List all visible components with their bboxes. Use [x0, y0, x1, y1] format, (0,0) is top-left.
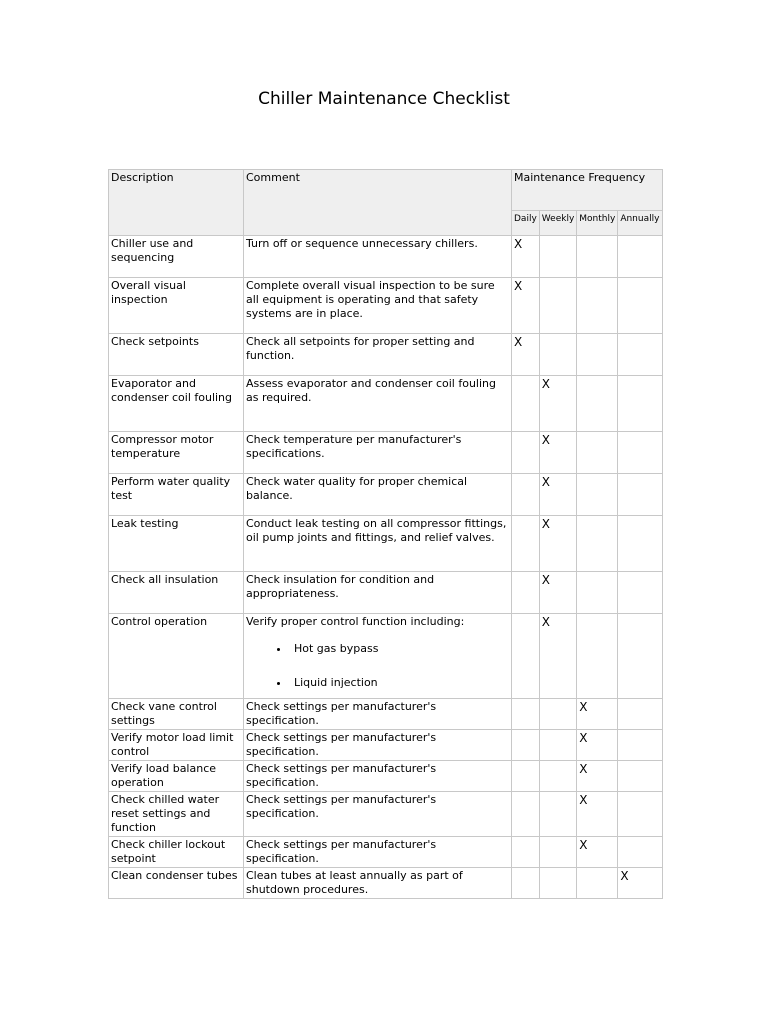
frequency-weekly-cell [539, 699, 576, 730]
row-description: Check vane control settings [109, 699, 244, 730]
page-title: Chiller Maintenance Checklist [258, 89, 510, 109]
frequency-weekly-cell [539, 761, 576, 792]
row-description: Perform water quality test [109, 474, 244, 516]
frequency-daily-cell [512, 699, 540, 730]
frequency-annually-cell [618, 516, 663, 572]
frequency-daily-cell [512, 614, 540, 699]
header-maintenance-frequency: Maintenance Frequency [512, 170, 663, 211]
frequency-monthly-cell [577, 730, 618, 761]
frequency-mark: X [541, 615, 551, 629]
row-comment-cell [244, 432, 512, 474]
frequency-weekly-cell [539, 334, 576, 376]
table-row [109, 572, 663, 614]
row-comment: Assess evaporator and condenser coil fouling as required. [246, 377, 496, 404]
table-row [109, 236, 663, 278]
frequency-monthly-cell [577, 837, 618, 868]
frequency-weekly-cell [539, 868, 576, 899]
frequency-weekly-cell [539, 572, 576, 614]
frequency-monthly-cell [577, 376, 618, 432]
row-comment-cell [244, 837, 512, 868]
frequency-mark: X [541, 517, 551, 531]
frequency-monthly-cell [577, 614, 618, 699]
frequency-weekly-cell [539, 432, 576, 474]
table-row [109, 516, 663, 572]
frequency-weekly-cell [539, 236, 576, 278]
header-daily: Daily [512, 211, 540, 236]
row-comment-cell [244, 278, 512, 334]
frequency-annually-cell [618, 761, 663, 792]
frequency-monthly-cell [577, 516, 618, 572]
frequency-annually-cell [618, 278, 663, 334]
row-description: Chiller use and sequencing [109, 236, 244, 278]
frequency-mark: X [579, 793, 588, 807]
frequency-monthly-cell [577, 868, 618, 899]
frequency-annually-cell [618, 699, 663, 730]
row-comment: Verify proper control function including: [246, 615, 465, 628]
row-comment: Check settings per manufacturer's specification. [246, 700, 437, 727]
frequency-daily-cell [512, 236, 540, 278]
table-row [109, 376, 663, 432]
frequency-daily-cell [512, 474, 540, 516]
header-monthly: Monthly [577, 211, 618, 236]
frequency-weekly-cell [539, 474, 576, 516]
row-comment: Check temperature per manufacturer's specifications. [246, 433, 462, 460]
frequency-mark: X [514, 335, 523, 349]
bullet-item: • Hot gas bypass [290, 642, 509, 656]
row-comment: Check settings per manufacturer's specification. [246, 731, 437, 758]
frequency-daily-cell [512, 278, 540, 334]
maintenance-checklist-table [108, 169, 663, 899]
row-description: Check chiller lockout setpoint [109, 837, 244, 868]
table-row [109, 334, 663, 376]
frequency-monthly-cell [577, 278, 618, 334]
row-description: Verify motor load limit control [109, 730, 244, 761]
table-row [109, 614, 663, 699]
row-description: Control operation [109, 614, 244, 699]
frequency-monthly-cell [577, 792, 618, 837]
frequency-weekly-cell [539, 376, 576, 432]
frequency-annually-cell [618, 868, 663, 899]
row-comment: Turn off or sequence unnecessary chillers. [246, 237, 478, 250]
frequency-mark: X [541, 573, 551, 587]
table-row [109, 730, 663, 761]
row-description: Check all insulation [109, 572, 244, 614]
frequency-daily-cell [512, 730, 540, 761]
frequency-mark: X [579, 762, 588, 776]
frequency-monthly-cell [577, 334, 618, 376]
frequency-daily-cell [512, 761, 540, 792]
frequency-annually-cell [618, 730, 663, 761]
frequency-mark: X [579, 700, 588, 714]
row-comment-cell [244, 699, 512, 730]
frequency-daily-cell [512, 837, 540, 868]
header-annually: Annually [618, 211, 663, 236]
row-description: Check setpoints [109, 334, 244, 376]
frequency-daily-cell [512, 432, 540, 474]
row-description: Overall visual inspection [109, 278, 244, 334]
frequency-annually-cell [618, 614, 663, 699]
row-comment: Check insulation for condition and appropriateness. [246, 573, 435, 600]
frequency-mark: X [579, 838, 588, 852]
row-comment: Clean tubes at least annually as part of shutdown procedures. [246, 869, 463, 896]
row-description: Leak testing [109, 516, 244, 572]
frequency-mark: X [514, 237, 523, 251]
row-comment-cell [244, 761, 512, 792]
checklist-body [109, 236, 663, 899]
row-comment: Conduct leak testing on all compressor fittings, oil pump joints and fittings, and relief valves. [246, 517, 507, 544]
row-comment: Check settings per manufacturer's specification. [246, 762, 437, 789]
header-description: Description [109, 170, 244, 236]
table-row [109, 278, 663, 334]
comment-bullet-list [246, 642, 509, 690]
frequency-weekly-cell [539, 278, 576, 334]
row-comment-cell [244, 792, 512, 837]
frequency-monthly-cell [577, 699, 618, 730]
frequency-mark: X [541, 377, 551, 391]
frequency-mark: X [514, 279, 523, 293]
table-row [109, 432, 663, 474]
frequency-annually-cell [618, 572, 663, 614]
frequency-mark: X [579, 731, 588, 745]
row-comment-cell [244, 730, 512, 761]
row-description: Evaporator and condenser coil fouling [109, 376, 244, 432]
frequency-mark: X [541, 475, 551, 489]
frequency-annually-cell [618, 792, 663, 837]
frequency-annually-cell [618, 432, 663, 474]
table-row [109, 699, 663, 730]
frequency-monthly-cell [577, 474, 618, 516]
frequency-monthly-cell [577, 761, 618, 792]
frequency-daily-cell [512, 376, 540, 432]
row-comment-cell [244, 572, 512, 614]
table-row [109, 474, 663, 516]
row-comment-cell [244, 334, 512, 376]
frequency-annually-cell [618, 334, 663, 376]
row-comment: Check all setpoints for proper setting and function. [246, 335, 475, 362]
row-comment-cell [244, 236, 512, 278]
frequency-annually-cell [618, 236, 663, 278]
frequency-weekly-cell [539, 516, 576, 572]
row-description: Check chilled water reset settings and function [109, 792, 244, 837]
frequency-weekly-cell [539, 730, 576, 761]
frequency-monthly-cell [577, 572, 618, 614]
row-comment-cell [244, 868, 512, 899]
row-comment-cell [244, 614, 512, 699]
frequency-weekly-cell [539, 792, 576, 837]
row-comment-cell [244, 516, 512, 572]
frequency-daily-cell [512, 792, 540, 837]
row-comment: Check settings per manufacturer's specification. [246, 838, 437, 865]
frequency-mark: X [541, 433, 551, 447]
row-description: Clean condenser tubes [109, 868, 244, 899]
row-comment-cell [244, 474, 512, 516]
frequency-mark: X [620, 869, 629, 883]
frequency-monthly-cell [577, 236, 618, 278]
header-comment: Comment [244, 170, 512, 236]
row-comment: Complete overall visual inspection to be sure all equipment is operating and that safety systems are in place. [246, 279, 495, 320]
frequency-daily-cell [512, 868, 540, 899]
row-comment-cell [244, 376, 512, 432]
frequency-monthly-cell [577, 432, 618, 474]
row-comment: Check settings per manufacturer's specification. [246, 793, 437, 820]
frequency-weekly-cell [539, 614, 576, 699]
row-description: Verify load balance operation [109, 761, 244, 792]
frequency-daily-cell [512, 334, 540, 376]
table-row [109, 837, 663, 868]
table-row [109, 868, 663, 899]
frequency-daily-cell [512, 572, 540, 614]
frequency-annually-cell [618, 837, 663, 868]
bullet-item: • Liquid injection [290, 676, 509, 690]
frequency-weekly-cell [539, 837, 576, 868]
row-comment: Check water quality for proper chemical balance. [246, 475, 468, 502]
frequency-annually-cell [618, 376, 663, 432]
frequency-daily-cell [512, 516, 540, 572]
table-row [109, 761, 663, 792]
row-description: Compressor motor temperature [109, 432, 244, 474]
header-weekly: Weekly [539, 211, 576, 236]
table-row [109, 792, 663, 837]
frequency-annually-cell [618, 474, 663, 516]
